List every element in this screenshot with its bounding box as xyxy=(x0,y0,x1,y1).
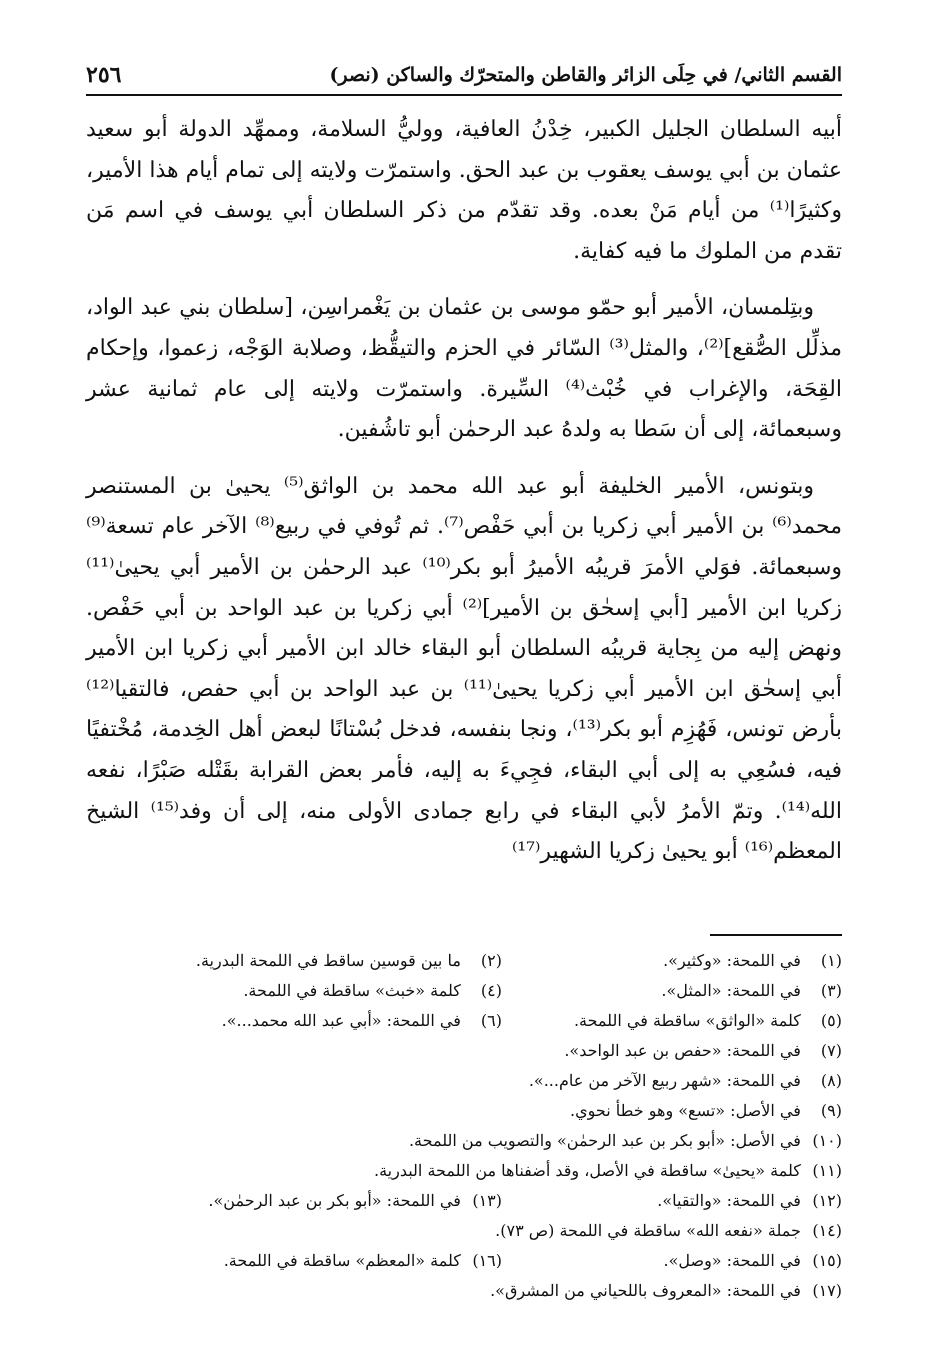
footnote xyxy=(502,1246,842,1276)
page-number: ٢٥٦ xyxy=(86,62,122,88)
footnote-number: (٩) xyxy=(820,1101,842,1120)
footnote-text: في الأصل: «أبو بكر بن عبد الرحمٰن» والتصويب من اللمحة. xyxy=(408,1131,801,1150)
footnote-number: (١) xyxy=(820,951,842,970)
footnote-text: كلمة «يحيىٰ» ساقطة في الأصل، وقد أضفناها من اللمحة البدرية. xyxy=(373,1161,801,1180)
footnote-text: في اللمحة: «شهر ربيع الآخر من عام...». xyxy=(528,1071,801,1090)
footnotes xyxy=(86,946,842,1306)
footnote-text: ما بين قوسين ساقط في اللمحة البدرية. xyxy=(195,951,461,970)
footnote-text: كلمة «الواثق» ساقطة في اللمحة. xyxy=(573,1011,801,1030)
footnote-row xyxy=(86,1006,842,1036)
footnote-number: (٧) xyxy=(820,1041,842,1060)
footnote xyxy=(102,1126,842,1156)
footnote-text: جملة «نفعه الله» ساقطة في اللمحة (ص ٧٣). xyxy=(495,1221,801,1240)
paragraph: أبيه السلطان الجليل الكبير، خِدْنُ العافية، ووليُّ السلامة، وممهِّد الدولة أبو سعيد عثمان بن أبي يوسف يعقوب بن عبد الحق. واستمرّت ولايته إلى تمام أيام هذا الأمير، وكثيرًا⁽¹⁾ من أيام مَنْ بعده. وقد تقدّم من ذكر السلطان أبي يوسف في اسم مَن تقدم من الملوك ما فيه كفاية. xyxy=(86,117,842,264)
footnote-number: (١٦) xyxy=(472,1251,502,1270)
footnote-row xyxy=(86,1246,842,1276)
footnote xyxy=(162,1246,502,1276)
footnote xyxy=(102,1036,842,1066)
footnote xyxy=(102,1096,842,1126)
footnote-row xyxy=(86,1096,842,1126)
paragraph: وبتونس، الأمير الخليفة أبو عبد الله محمد بن الواثق⁽⁵⁾ يحيىٰ بن المستنصر محمد⁽⁶⁾ بن الأمير أبي زكريا بن أبي حَفْص⁽⁷⁾. ثم تُوفي في ربيع⁽⁸⁾ الآخر عام تسعة⁽⁹⁾ وسبعمائة. فوَلي الأمرَ قريبُه الأميرُ أبو بكر⁽¹⁰⁾ عبد الرحمٰن بن الأمير أبي يحيىٰ⁽¹¹⁾ زكريا ابن الأمير [أبي إسحٰق بن الأمير]⁽²⁾ أبي زكريا بن عبد الواحد بن أبي حَفْص. ونهض إليه من بِجاية قريبُه السلطان أبو البقاء خالد ابن الأمير أبي زكريا ابن الأمير أبي إسحٰق ابن الأمير أبي زكريا يحيىٰ⁽¹¹⁾ بن عبد الواحد بن أبي حفص، فالتقيا⁽¹²⁾ بأرض تونس، فَهُزِم أبو بكر⁽¹³⁾، ونجا بنفسه، فدخل بُسْتانًا لبعض أهل الخِدمة، مُخْتفيًا فيه، فسُعِي به إلى أبي البقاء، فجِيءَ به إليه، فأمر بعض القرابة بقَتْله صَبْرًا، نفعه الله⁽¹⁴⁾. وتمّ الأمرُ لأبي البقاء في رابع جمادى الأولى منه، إلى أن وفد⁽¹⁵⁾ الشيخ المعظم⁽¹⁶⁾ أبو يحيىٰ زكريا الشهير⁽¹⁷⁾ xyxy=(86,473,843,865)
footnote-row xyxy=(86,946,842,976)
footnote-text: كلمة «خبث» ساقطة في اللمحة. xyxy=(243,981,461,1000)
footnote-text: في اللمحة: «أبي عبد الله محمد...». xyxy=(221,1011,461,1030)
footnote-text: في الأصل: «تسع» وهو خطأ نحوي. xyxy=(570,1101,801,1120)
footnote-row xyxy=(86,1126,842,1156)
footnote xyxy=(502,946,842,976)
main-text xyxy=(86,110,842,889)
footnote xyxy=(162,1006,502,1036)
paragraph: وبتِلمسان، الأمير أبو حمّو موسى بن عثمان بن يَغْمراسِن، [سلطان بني عبد الواد، مذلِّل الصُّقع]⁽²⁾، والمثل⁽³⁾ السّائر في الحزم والتيقُّظ، وصلابة الوَجْه، زعموا، وإحكام القِحَة، والإغراب في خُبْث⁽⁴⁾ السِّيرة. واستمرّت ولايته إلى عام ثمانية عشر وسبعمائة، إلى أن سَطا به ولدهُ عبد الرحمٰن أبو تاشُفين. xyxy=(86,295,842,443)
footnote-number: (١٣) xyxy=(472,1191,502,1210)
footnote-number: (١٤) xyxy=(812,1221,842,1240)
footnote-text: في اللمحة: «أبو بكر بن عبد الرحمٰن». xyxy=(208,1191,461,1210)
footnote xyxy=(102,1156,842,1186)
footnote-row xyxy=(86,976,842,1006)
footnote xyxy=(502,1006,842,1036)
footnote-divider xyxy=(710,934,842,936)
footnote-row xyxy=(86,1066,842,1096)
footnote-number: (١٢) xyxy=(812,1191,842,1210)
footnote-text: في اللمحة: «والتقيا». xyxy=(657,1191,801,1210)
footnote-text: كلمة «المعظم» ساقطة في اللمحة. xyxy=(223,1251,461,1270)
footnote xyxy=(162,976,502,1006)
footnote-number: (١١) xyxy=(812,1161,842,1180)
footnote-number: (١٠) xyxy=(812,1131,842,1150)
running-header xyxy=(86,56,842,96)
footnote xyxy=(162,1186,502,1216)
footnote-row xyxy=(86,1156,842,1186)
footnote-text: في اللمحة: «حفص بن عبد الواحد». xyxy=(564,1041,801,1060)
footnote-number: (٤) xyxy=(480,981,502,1000)
footnote-row xyxy=(86,1216,842,1246)
footnote xyxy=(502,976,842,1006)
footnote-number: (٢) xyxy=(480,951,502,970)
footnote-row xyxy=(86,1186,842,1216)
footnote xyxy=(162,946,502,976)
footnote-text: في اللمحة: «المعروف باللحياني من المشرق». xyxy=(490,1281,801,1300)
footnote-number: (١٧) xyxy=(812,1281,842,1300)
footnote-text: في اللمحة: «وكثير». xyxy=(663,951,801,970)
footnote xyxy=(502,1186,842,1216)
footnote xyxy=(102,1216,842,1246)
footnote xyxy=(102,1276,842,1306)
footnote-number: (٦) xyxy=(480,1011,502,1030)
footnote-number: (٣) xyxy=(820,981,842,1000)
footnote-row xyxy=(86,1036,842,1066)
footnote-text: في اللمحة: «وصل». xyxy=(663,1251,801,1270)
footnote-number: (١٥) xyxy=(812,1251,842,1270)
running-title: القسم الثاني/ في حِلَى الزائر والقاطن والمتحرّك والساكن (نصر) xyxy=(329,64,842,86)
footnote-text: في اللمحة: «المثل». xyxy=(661,981,801,1000)
footnote-number: (٥) xyxy=(820,1011,842,1030)
footnote xyxy=(102,1066,842,1096)
footnote-row xyxy=(86,1276,842,1306)
footnote-number: (٨) xyxy=(820,1071,842,1090)
